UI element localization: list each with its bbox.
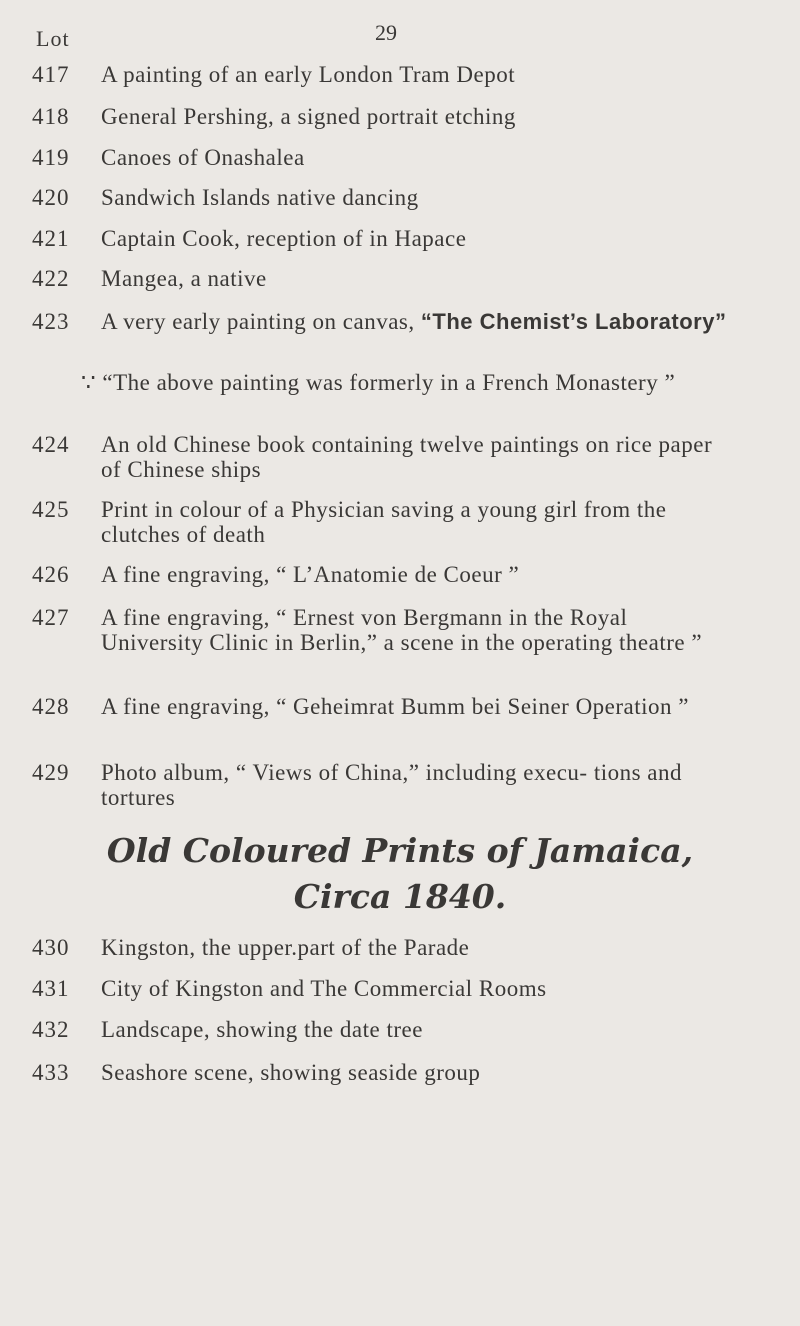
lot-description [101,309,731,334]
lot-number: 429 [32,760,70,785]
lot-number: 431 [32,976,70,1001]
lot-description: Canoes of Onashalea [101,145,305,170]
lot-number: 426 [32,562,70,587]
lot-description: A fine engraving, “ Geheimrat Bumm bei Seiner Operation ” [101,694,689,719]
lot-description: Photo album, “ Views of China,” including execu- tions and tortures [101,760,683,810]
lot-note: ∵ “The above painting was formerly in a French Monastery ” [81,370,676,395]
lot-description: City of Kingston and The Commercial Rooms [101,976,547,1001]
lot-description: A fine engraving, “ L’Anatomie de Coeur ” [101,562,520,587]
lot-title-bold: “The Chemist’s Laboratory” [420,309,727,334]
lot-description-text: A very early painting on canvas, [101,309,415,334]
lot-number: 423 [32,309,70,334]
lot-column-header: Lot [36,26,70,51]
lot-number: 433 [32,1060,70,1085]
lot-number: 417 [32,62,70,87]
lot-number: 422 [32,266,70,291]
lot-number: 418 [32,104,70,129]
lot-description: Seashore scene, showing seaside group [101,1060,481,1085]
lot-number: 428 [32,694,70,719]
lot-description: Kingston, the upper.part of the Parade [101,935,470,960]
lot-description: An old Chinese book containing twelve paintings on rice paper of Chinese ships [101,432,713,482]
lot-description: Landscape, showing the date tree [101,1017,423,1042]
lot-description: General Pershing, a signed portrait etching [101,104,516,129]
lot-number: 424 [32,432,70,457]
section-heading: Old Coloured Prints of Jamaica, [106,831,694,870]
lot-number: 432 [32,1017,70,1042]
lot-number: 421 [32,226,70,251]
lot-description: Mangea, a native [101,266,267,291]
page-number: 29 [375,20,397,45]
lot-description: A fine engraving, “ Ernest von Bergmann in the Royal University Clinic in Berlin,” a scene in the operating theatre ” [101,605,703,655]
lot-number: 425 [32,497,70,522]
lot-number: 420 [32,185,70,210]
lot-number: 427 [32,605,70,630]
lot-description: Captain Cook, reception of in Hapace [101,226,467,251]
lot-description: Print in colour of a Physician saving a young girl from the clutches of death [101,497,667,547]
lot-description: Sandwich Islands native dancing [101,185,419,210]
lot-number: 419 [32,145,70,170]
section-subheading: Circa 1840. [293,877,507,916]
lot-description: A painting of an early London Tram Depot [101,62,516,87]
lot-number: 430 [32,935,70,960]
